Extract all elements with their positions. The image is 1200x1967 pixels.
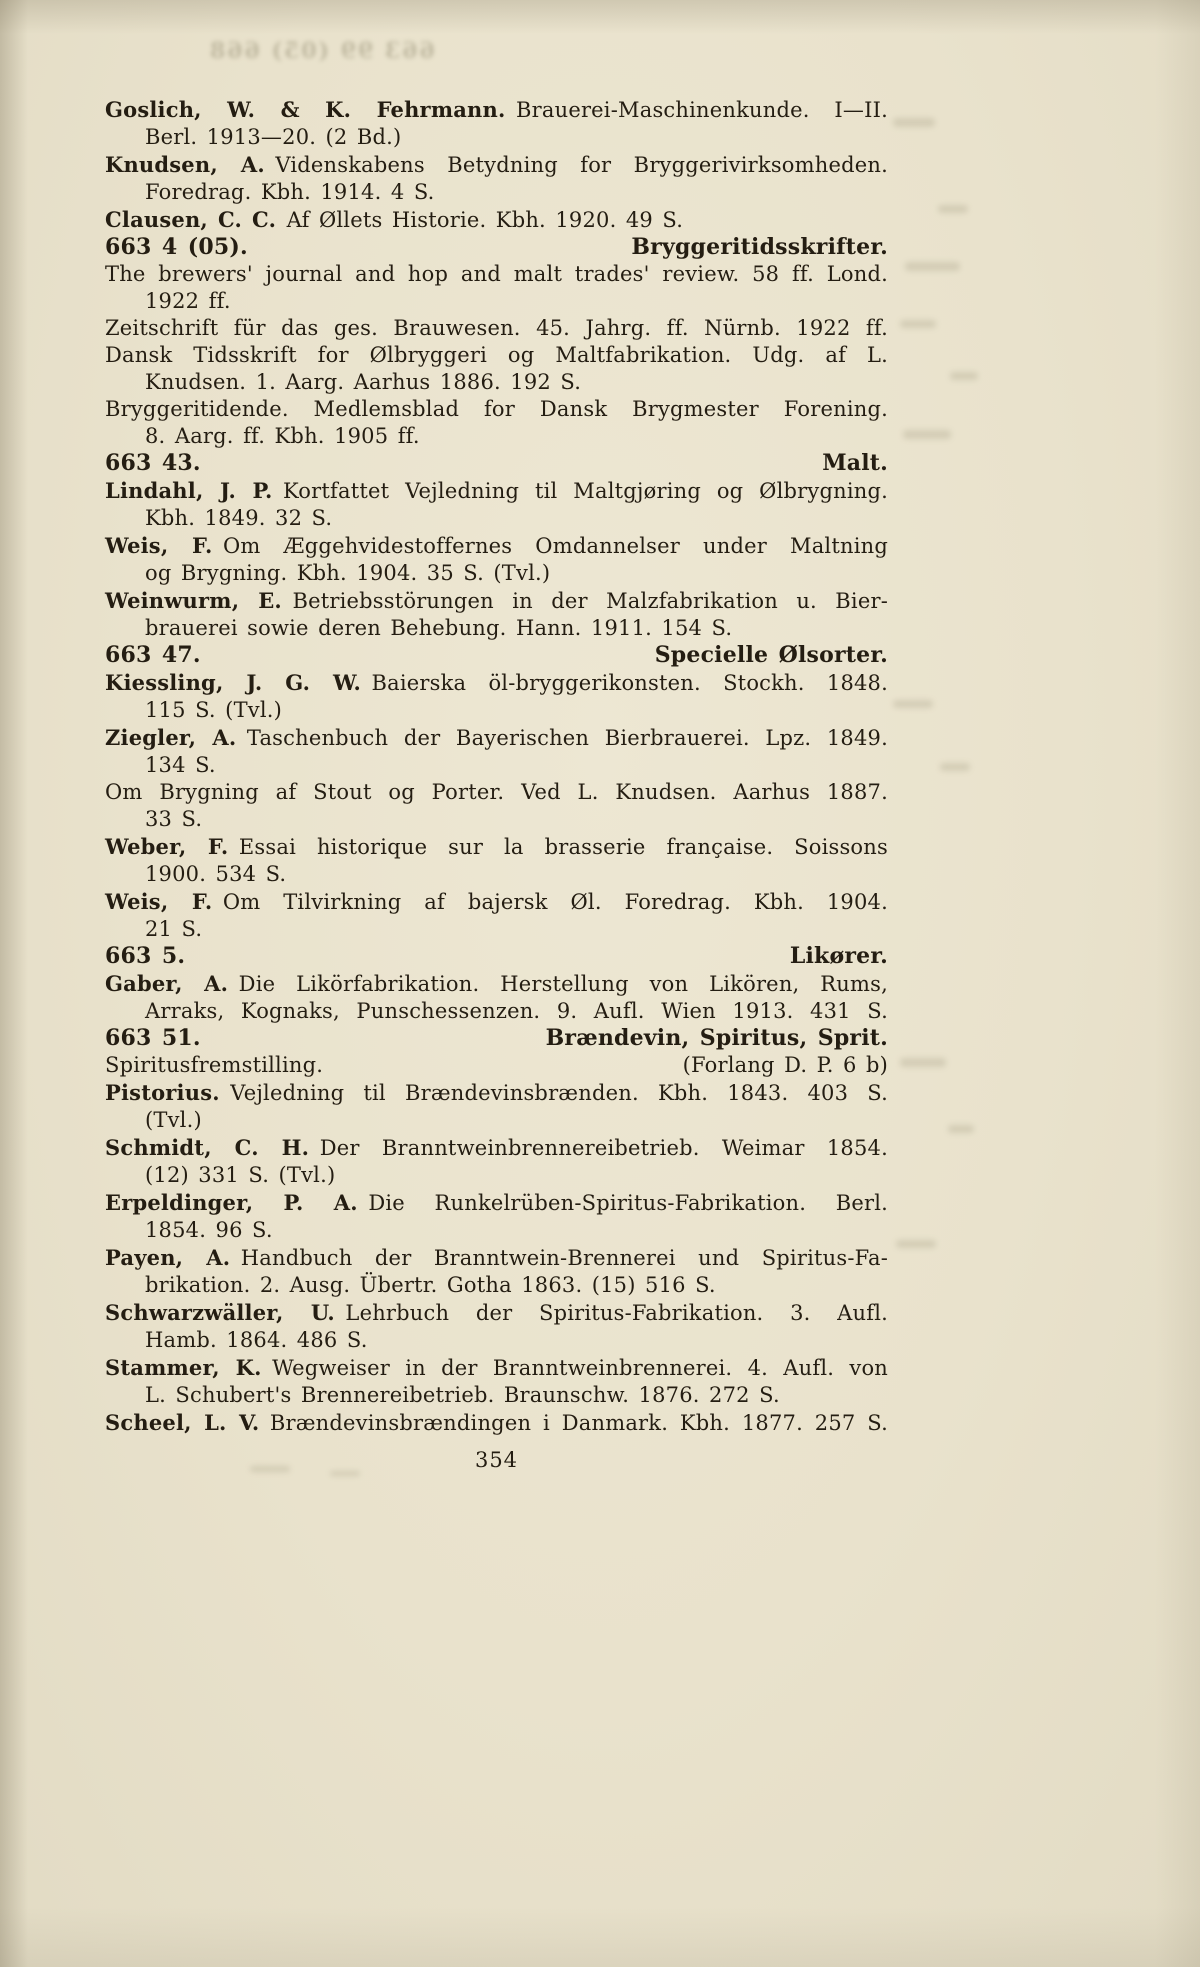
classification-code: 663 47. bbox=[105, 642, 201, 668]
entry-continuation-line bbox=[105, 697, 888, 724]
entry-continuation-line bbox=[105, 1217, 888, 1244]
entry-text: (Tvl.) bbox=[145, 1108, 202, 1132]
bleedthrough-smudge bbox=[940, 763, 970, 771]
entry-text: Om Tilvirkning af bajersk Øl. Foredrag. Kbh. 1904. bbox=[222, 890, 888, 914]
author-name: Weis, F. bbox=[105, 889, 213, 914]
entry-continuation-line bbox=[105, 124, 888, 151]
entry-line bbox=[105, 477, 888, 505]
entry-line bbox=[105, 1354, 888, 1382]
entry-continuation-line bbox=[105, 560, 888, 587]
entry-line bbox=[105, 587, 888, 615]
entry-text: 134 S. bbox=[145, 753, 216, 777]
author-name: Stammer, K. bbox=[105, 1355, 262, 1380]
bleedthrough-smudge bbox=[950, 372, 978, 380]
entry-text: Videnskabens Betydning for Bryggerivirksomheden. bbox=[275, 153, 888, 177]
entry-text: Berl. 1913—20. (2 Bd.) bbox=[145, 125, 402, 149]
entry-text: 115 S. (Tvl.) bbox=[145, 698, 283, 722]
entry-line bbox=[105, 1409, 888, 1437]
entry-text: Taschenbuch der Bayerischen Bierbrauerei. Lpz. 1849. bbox=[246, 726, 888, 750]
bleedthrough-smudge bbox=[900, 320, 936, 328]
page-number: 354 bbox=[474, 1448, 519, 1472]
author-name: Schwarzwäller, U. bbox=[105, 1300, 335, 1325]
entry-line bbox=[105, 1299, 888, 1327]
entry-text: Wegweiser in der Branntweinbrennerei. 4. Aufl. von bbox=[272, 1356, 889, 1380]
section-title: Specielle Ølsorter. bbox=[654, 642, 888, 668]
entry-text: Vejledning til Brændevinsbrænden. Kbh. 1843. 403 S. bbox=[230, 1081, 888, 1105]
author-name: Erpeldinger, P. A. bbox=[105, 1190, 358, 1215]
author-name: Gaber, A. bbox=[105, 971, 229, 996]
classification-code: 663 51. bbox=[105, 1025, 201, 1051]
entry-text: Om Brygning af Stout og Porter. Ved L. Knudsen. Aarhus 1887. bbox=[105, 780, 888, 804]
entry-continuation-line bbox=[105, 288, 888, 315]
classification-code: 663 5. bbox=[105, 943, 186, 969]
section-heading bbox=[105, 450, 888, 477]
entry-line bbox=[105, 970, 888, 998]
entry-text: og Brygning. Kbh. 1904. 35 S. (Tvl.) bbox=[145, 561, 551, 585]
entry-text: Kbh. 1849. 32 S. bbox=[145, 506, 333, 530]
bleedthrough-text: 663 99 (05) 668 bbox=[208, 38, 435, 64]
bibliography-text-block bbox=[105, 96, 888, 1437]
author-name: Weis, F. bbox=[105, 533, 213, 558]
bleedthrough-smudge bbox=[896, 1240, 936, 1248]
bleedthrough-smudge bbox=[938, 205, 968, 213]
entry-continuation-line bbox=[105, 861, 888, 888]
author-name: Lindahl, J. P. bbox=[105, 478, 273, 503]
entry-text: Kortfattet Vejledning til Maltgjøring og Ølbrygning. bbox=[282, 479, 888, 503]
entry-text: The brewers' journal and hop and malt trades' review. 58 ff. Lond. bbox=[105, 262, 888, 286]
entry-text: Betriebsstörungen in der Malzfabrikation u. Bier- bbox=[292, 589, 888, 613]
entry-line bbox=[105, 669, 888, 697]
entry-text: Lehrbuch der Spiritus-Fabrikation. 3. Aufl. bbox=[345, 1301, 888, 1325]
entry-line bbox=[105, 1189, 888, 1217]
entry-text: Bryggeritidende. Medlemsblad for Dansk Brygmester Forening. bbox=[105, 397, 888, 421]
section-title: Likører. bbox=[789, 943, 888, 969]
entry-text: Foredrag. Kbh. 1914. 4 S. bbox=[145, 180, 435, 204]
entry-line bbox=[105, 206, 888, 234]
entry-text: 8. Aarg. ff. Kbh. 1905 ff. bbox=[145, 424, 420, 448]
entry-continuation-line bbox=[105, 1107, 888, 1134]
entry-continuation-line bbox=[105, 1327, 888, 1354]
entry-text: Dansk Tidsskrift for Ølbryggeri og Maltfabrikation. Udg. af L. bbox=[105, 343, 888, 367]
entry-text: brikation. 2. Ausg. Übertr. Gotha 1863. (15) 516 S. bbox=[145, 1273, 716, 1297]
entry-text: brauerei sowie deren Behebung. Hann. 1911. 154 S. bbox=[145, 616, 733, 640]
author-name: Scheel, L. V. bbox=[105, 1410, 260, 1435]
section-title: Bryggeritidsskrifter. bbox=[631, 234, 888, 260]
entry-text: Die Runkelrüben-Spiritus-Fabrikation. Berl. bbox=[368, 1191, 889, 1215]
author-name: Clausen, C. C. bbox=[105, 207, 277, 232]
entry-continuation-line bbox=[105, 1162, 888, 1189]
entry-text: Af Øllets Historie. Kbh. 1920. 49 S. bbox=[286, 208, 684, 232]
author-name: Payen, A. bbox=[105, 1245, 231, 1270]
entry-text: 1922 ff. bbox=[145, 289, 231, 313]
entry-text: Essai historique sur la brasserie française. Soissons bbox=[238, 835, 888, 859]
entry-line bbox=[105, 779, 888, 806]
section-title: Brændevin, Spiritus, Sprit. bbox=[545, 1025, 888, 1051]
entry-line bbox=[105, 1244, 888, 1272]
bleedthrough-smudge bbox=[948, 1125, 974, 1133]
entry-text: Arraks, Kognaks, Punschessenzen. 9. Aufl. Wien 1913. 431 S. bbox=[145, 999, 888, 1023]
author-name: Knudsen, A. bbox=[105, 152, 265, 177]
entry-continuation-line bbox=[105, 505, 888, 532]
entry-continuation-line bbox=[105, 423, 888, 450]
entry-text: Baierska öl-bryggerikonsten. Stockh. 1848. bbox=[371, 671, 888, 695]
author-name: Weinwurm, E. bbox=[105, 588, 282, 613]
entry-text: Knudsen. 1. Aarg. Aarhus 1886. 192 S. bbox=[145, 370, 582, 394]
section-heading bbox=[105, 1025, 888, 1052]
entry-continuation-line bbox=[105, 916, 888, 943]
entry-continuation-line bbox=[105, 615, 888, 642]
entry-text: Hamb. 1864. 486 S. bbox=[145, 1328, 368, 1352]
author-name: Weber, F. bbox=[105, 834, 229, 859]
entry-text: Handbuch der Branntwein-Brennerei und Spiritus-Fa- bbox=[240, 1246, 888, 1270]
entry-text: (12) 331 S. (Tvl.) bbox=[145, 1163, 336, 1187]
section-heading bbox=[105, 642, 888, 669]
author-name: Schmidt, C. H. bbox=[105, 1135, 310, 1160]
section-title: Malt. bbox=[822, 450, 888, 476]
entry-text: L. Schubert's Brennereibetrieb. Braunschw. 1876. 272 S. bbox=[145, 1383, 780, 1407]
entry-continuation-line bbox=[105, 179, 888, 206]
author-name: Goslich, W. & K. Fehrmann. bbox=[105, 97, 506, 122]
entry-text: Spiritusfremstilling. bbox=[105, 1053, 324, 1077]
entry-line bbox=[105, 1134, 888, 1162]
bleedthrough-smudge bbox=[893, 700, 933, 708]
entry-continuation-line bbox=[105, 1272, 888, 1299]
bleedthrough-smudge bbox=[903, 430, 951, 439]
entry-line bbox=[105, 1079, 888, 1107]
entry-line bbox=[105, 261, 888, 288]
classification-code: 663 43. bbox=[105, 450, 201, 476]
entry-continuation-line bbox=[105, 752, 888, 779]
author-name: Kiessling, J. G. W. bbox=[105, 670, 361, 695]
entry-text: Der Branntweinbrennereibetrieb. Weimar 1854. bbox=[319, 1136, 888, 1160]
entry-text: 33 S. bbox=[145, 807, 203, 831]
classification-code: 663 4 (05). bbox=[105, 234, 248, 260]
entry-line bbox=[105, 315, 888, 342]
entry-text: 21 S. bbox=[145, 917, 203, 941]
section-heading bbox=[105, 234, 888, 261]
entry-line bbox=[105, 396, 888, 423]
section-heading bbox=[105, 943, 888, 970]
entry-line bbox=[105, 1052, 888, 1079]
entry-continuation-line bbox=[105, 806, 888, 833]
author-name: Ziegler, A. bbox=[105, 725, 237, 750]
bleedthrough-smudge bbox=[905, 262, 960, 271]
entry-line bbox=[105, 96, 888, 124]
entry-line bbox=[105, 833, 888, 861]
bleedthrough-smudge bbox=[893, 118, 935, 127]
entry-text: Brauerei-Maschinenkunde. I—II. bbox=[516, 98, 888, 122]
entry-text: 1900. 534 S. bbox=[145, 862, 287, 886]
entry-line bbox=[105, 532, 888, 560]
entry-line bbox=[105, 724, 888, 752]
entry-text: Die Likörfabrikation. Herstellung von Likören, Rums, bbox=[238, 972, 888, 996]
entry-continuation-line bbox=[105, 369, 888, 396]
entry-text: Om Æggehvidestoffernes Omdannelser under Maltning bbox=[223, 534, 888, 558]
entry-continuation-line bbox=[105, 1382, 888, 1409]
bleedthrough-smudge bbox=[900, 1058, 946, 1067]
entry-line bbox=[105, 342, 888, 369]
entry-continuation-line bbox=[105, 998, 888, 1025]
entry-text: 1854. 96 S. bbox=[145, 1218, 273, 1242]
entry-text: Brændevinsbrændingen i Danmark. Kbh. 1877. 257 S. bbox=[269, 1411, 888, 1435]
shelf-note: (Forlang D. P. 6 b) bbox=[682, 1053, 888, 1077]
author-name: Pistorius. bbox=[105, 1080, 220, 1105]
entry-line bbox=[105, 151, 888, 179]
entry-text: Zeitschrift für das ges. Brauwesen. 45. Jahrg. ff. Nürnb. 1922 ff. bbox=[105, 316, 888, 340]
entry-line bbox=[105, 888, 888, 916]
